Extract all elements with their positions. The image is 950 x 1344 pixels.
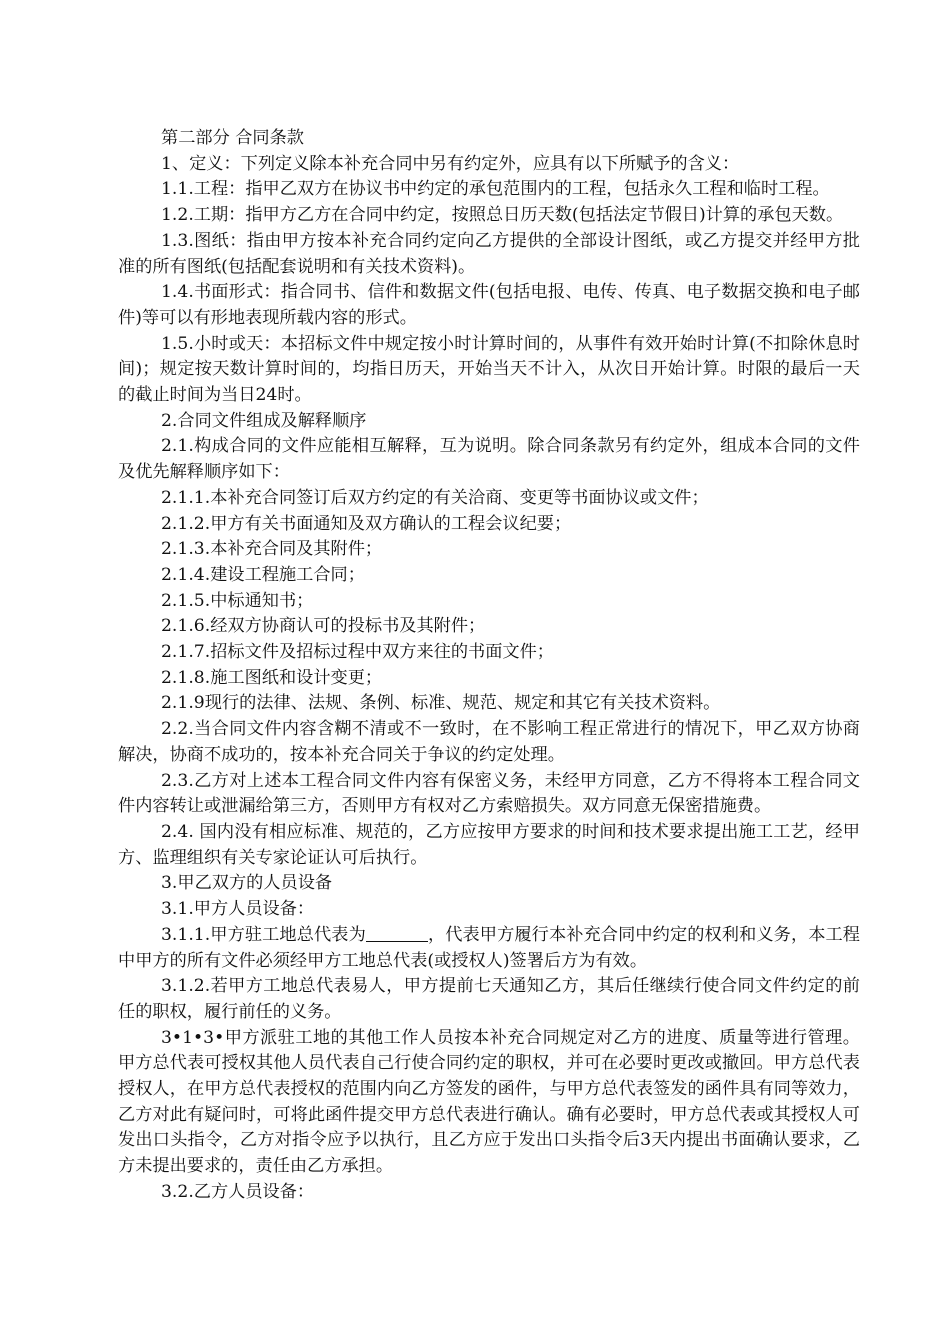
clause-1-4: 1.4.书面形式：指合同书、信件和数据文件(包括电报、电传、传真、电子数据交换和电子邮件)等可以有形地表现所载内容的形式。	[118, 282, 860, 328]
clause-1: 1、定义：下列定义除本补充合同中另有约定外，应具有以下所赋予的含义：	[161, 153, 740, 174]
clause-1-2: 1.2.工期：指甲方乙方在合同中约定，按照总日历天数(包括法定节假日)计算的承包天数。	[161, 205, 844, 226]
clause-1-3: 1.3.图纸：指由甲方按本补充合同约定向乙方提供的全部设计图纸，或乙方提交并经甲方批准的所有图纸(包括配套说明和有关技术资料)。	[118, 230, 860, 277]
clause-1-1: 1.1.工程：指甲乙双方在协议书中约定的承包范围内的工程，包括永久工程和临时工程。	[161, 179, 830, 200]
clause-3-1-1-rest: ，代表甲方履行本补充合同中约定的权利和义务，本工程中甲方的所有文件必须经甲方工地总代表(或授权人)签署后方为有效。	[118, 924, 860, 971]
clause-2-1-7: 2.1.7.招标文件及招标过程中双方来往的书面文件；	[161, 642, 554, 663]
clause-2-1-4: 2.1.4.建设工程施工合同；	[161, 564, 365, 585]
clause-2-3: 2.3.乙方对上述本工程合同文件内容有保密义务，未经甲方同意，乙方不得将本工程合同文件内容转让或泄漏给第三方，否则甲方有权对乙方索赔损失。双方同意无保密措施费。	[118, 770, 860, 817]
clause-2-1-8: 2.1.8.施工图纸和设计变更；	[161, 667, 383, 688]
clause-2-1-5: 2.1.5.中标通知书；	[161, 590, 314, 611]
clause-2-2: 2.2.当合同文件内容含糊不清或不一致时，在不影响工程正常进行的情况下，甲乙双方协商解决，协商不成功的，按本补充合同关于争议的约定处理。	[118, 719, 860, 765]
clause-3-2: 3.2.乙方人员设备：	[161, 1181, 315, 1202]
clause-1-5: 1.5.小时或天：本招标文件中规定按小时计算时间的，从事件有效开始时计算(不扣除休息时间)；规定按天数计算时间的，均指日历天，开始当天不计入，从次日开始计算。时限的最后一天的截止时间为当日24时。	[118, 333, 860, 406]
clause-3-1: 3.1.甲方人员设备：	[161, 899, 315, 920]
clause-2: 2.合同文件组成及解释顺序	[161, 410, 367, 431]
clause-2-1-6: 2.1.6.经双方协商认可的投标书及其附件；	[161, 616, 486, 637]
representative-name-blank	[366, 927, 428, 942]
clause-2-1: 2.1.构成合同的文件应能相互解释，互为说明。除合同条款另有约定外，组成本合同的文件及优先解释顺序如下：	[118, 436, 860, 483]
clause-2-1-1: 2.1.1.本补充合同签订后双方约定的有关洽商、变更等书面协议或文件；	[161, 487, 709, 508]
section-title: 第二部分 合同条款	[161, 128, 304, 148]
clause-2-1-3: 2.1.3.本补充合同及其附件；	[161, 539, 383, 560]
clause-2-4: 2.4. 国内没有相应标准、规范的，乙方应按甲方要求的时间和技术要求提出施工工艺，经甲方、监理组织有关专家论证认可后执行。	[118, 821, 860, 868]
clause-3-1-1	[118, 923, 860, 974]
clause-3-1-1-lead: 3.1.1.甲方驻工地总代表为	[161, 924, 366, 945]
contract-body	[118, 126, 860, 1206]
clause-3-1-2: 3.1.2.若甲方工地总代表易人，甲方提前七天通知乙方，其后任继续行使合同文件约定的前任的职权，履行前任的义务。	[118, 976, 860, 1022]
clause-2-1-2: 2.1.2.甲方有关书面通知及双方确认的工程会议纪要；	[161, 513, 572, 534]
clause-3-1-3: 3•1•3•甲方派驻工地的其他工作人员按本补充合同规定对乙方的进度、质量等进行管理。甲方总代表可授权其他人员代表自己行使合同约定的职权，并可在必要时更改或撤回。甲方总代表授权人，在甲方总代表授权的范围内向乙方签发的函件，与甲方总代表签发的函件具有同等效力，乙方对此有疑问时，可将此函件提交甲方总代表进行确认。确有必要时，甲方总代表或其授权人可发出口头指令，乙方对指令应予以执行，且乙方应于发出口头指令后3天内提出书面确认要求，乙方未提出要求的，责任由乙方承担。	[118, 1027, 860, 1177]
clause-3: 3.甲乙双方的人员设备	[161, 873, 333, 894]
clause-2-1-9: 2.1.9现行的法律、法规、条例、标准、规范、规定和其它有关技术资料。	[161, 693, 721, 714]
